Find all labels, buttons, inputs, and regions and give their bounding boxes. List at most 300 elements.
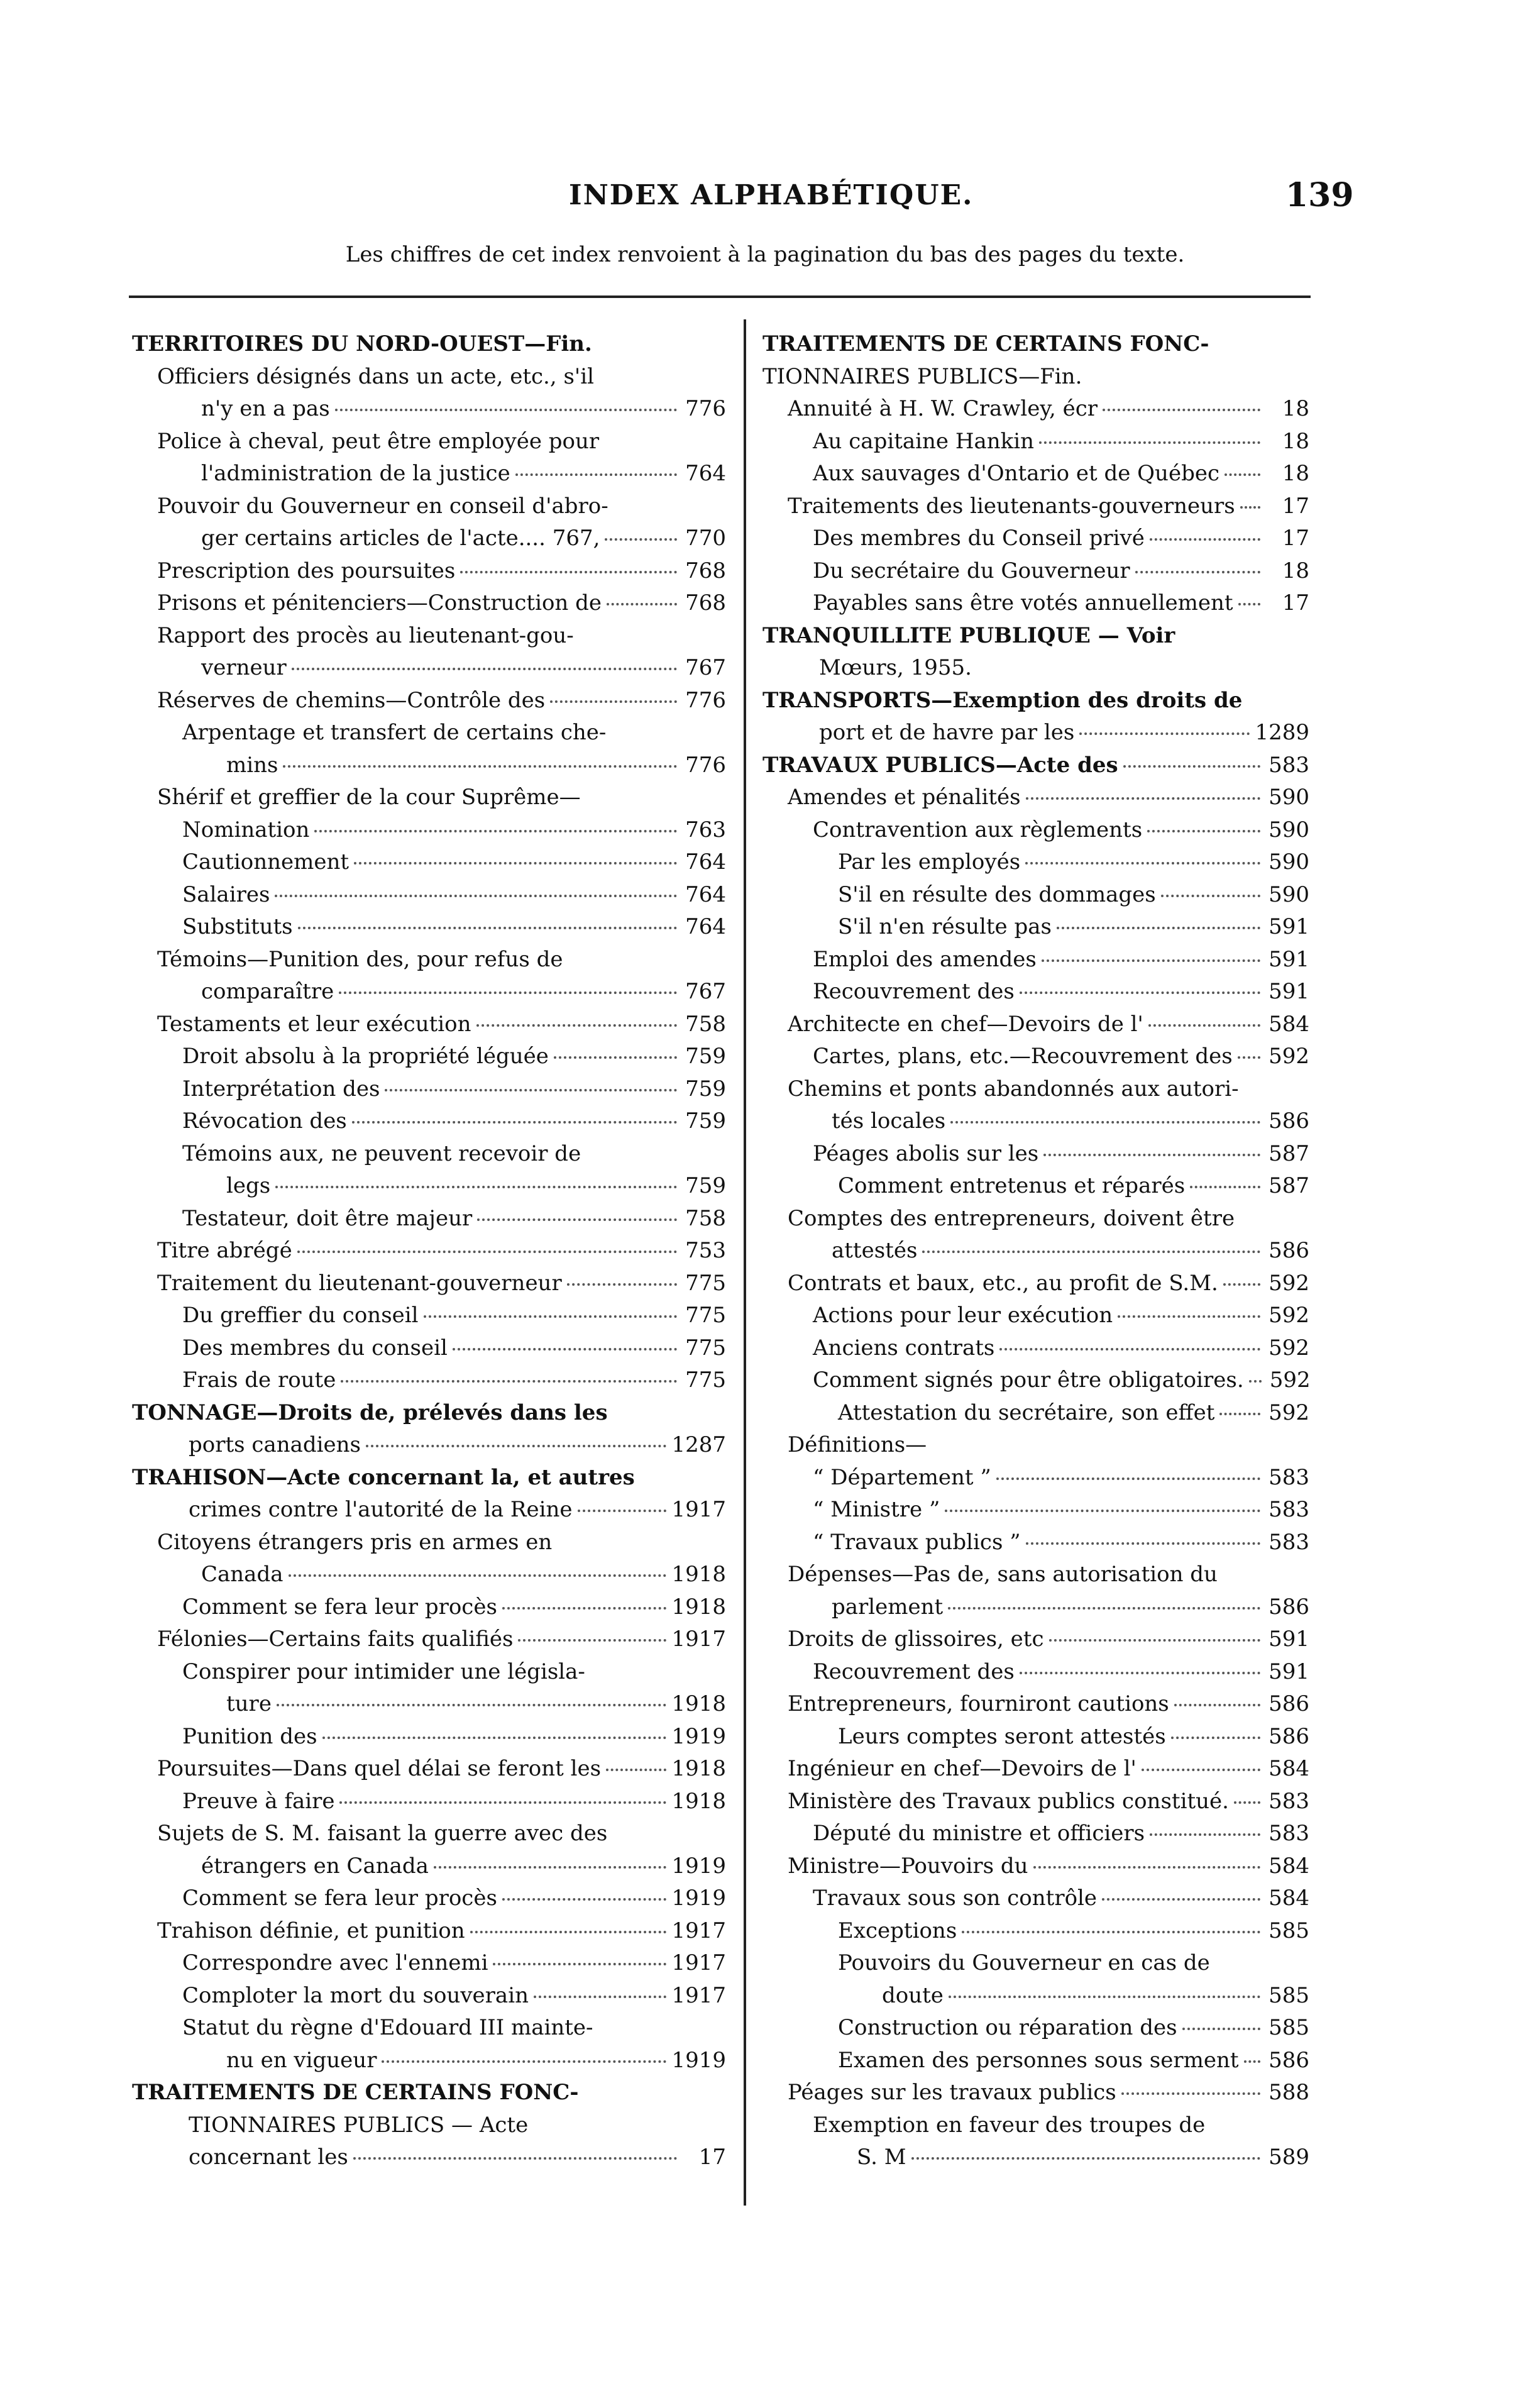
index-text: Police à cheval, peut être employée pour: [157, 428, 600, 454]
page-reference: 18: [1282, 558, 1309, 583]
index-line: [132, 1818, 726, 1850]
dot-leader: [1142, 1769, 1260, 1771]
index-line: [762, 1623, 1309, 1656]
index-line: [132, 652, 726, 685]
dot-leader: [1103, 409, 1260, 411]
index-text: Témoins aux, ne peuvent recevoir de: [182, 1140, 581, 1166]
index-line: [132, 393, 726, 426]
index-line: [762, 781, 1309, 814]
index-line: [132, 1203, 726, 1235]
index-text: Statut du règne d'Edouard III mainte-: [182, 2015, 593, 2040]
page-reference: 586: [1269, 1723, 1309, 1749]
index-line: [762, 393, 1309, 426]
dot-leader: [1240, 506, 1260, 509]
dot-leader: [341, 1380, 677, 1383]
index-text: Mœurs, 1955.: [819, 655, 972, 680]
index-text: Rapport des procès au lieutenant-gou-: [157, 622, 574, 648]
index-line: [132, 1008, 726, 1041]
index-line: [132, 490, 726, 523]
index-line: [132, 976, 726, 1008]
index-text: Comment se fera leur procès: [182, 1886, 497, 1911]
index-text: Canada: [201, 1562, 283, 1587]
dot-leader: [1171, 1737, 1260, 1739]
index-line: [762, 2109, 1309, 2142]
index-entry: [762, 1364, 1309, 1397]
page-reference: 18: [1282, 396, 1309, 421]
index-line: [762, 458, 1309, 490]
index-text: TIONNAIRES PUBLICS—Fin.: [762, 363, 1082, 389]
page-reference: 768: [685, 558, 726, 583]
index-text: Recouvrement des: [813, 1659, 1015, 1684]
dot-leader: [1123, 765, 1260, 768]
index-line: [132, 944, 726, 976]
page-reference: 586: [1269, 2047, 1309, 2073]
page-reference: 583: [1269, 752, 1309, 778]
dot-leader: [322, 1737, 667, 1739]
page-reference: 591: [1269, 1659, 1309, 1684]
index-entry: [762, 1915, 1309, 1948]
index-entry: [762, 1138, 1309, 1171]
index-entry: [132, 1397, 726, 1462]
index-line: [132, 2045, 726, 2077]
index-line: [762, 1429, 1309, 1462]
page-reference: 1917: [671, 1918, 726, 1943]
index-entry: [762, 620, 1309, 685]
index-text: Shérif et greffier de la cour Suprême—: [157, 785, 581, 810]
index-text: Ingénieur en chef—Devoirs de l': [788, 1756, 1136, 1781]
dot-leader: [476, 1024, 677, 1027]
page-reference: 583: [1269, 1529, 1309, 1555]
index-text: Député du ministre et officiers: [813, 1821, 1145, 1846]
index-line: [762, 1138, 1309, 1171]
index-text: “ Ministre ”: [813, 1497, 940, 1522]
index-line: [762, 749, 1309, 782]
dot-leader: [382, 2060, 666, 2063]
index-text: Du greffier du conseil: [182, 1303, 419, 1328]
index-text: Comment se fera leur procès: [182, 1594, 497, 1620]
index-entry: [762, 1786, 1309, 1818]
index-line: [762, 814, 1309, 847]
dot-leader: [578, 1510, 667, 1512]
index-line: [132, 361, 726, 394]
index-text: parlement: [832, 1594, 944, 1620]
index-line: [132, 1041, 726, 1073]
index-entry: [762, 1850, 1309, 1883]
index-line: [132, 555, 726, 588]
dot-leader: [283, 765, 677, 768]
index-text: S. M: [857, 2145, 906, 2170]
dot-leader: [1238, 1056, 1260, 1059]
dot-leader: [1225, 473, 1260, 476]
page-reference: 775: [685, 1270, 726, 1296]
index-text: Actions pour leur exécution: [813, 1303, 1113, 1328]
dot-leader: [1161, 895, 1260, 897]
dot-leader: [1244, 2060, 1260, 2063]
page-reference: 17: [1282, 590, 1309, 616]
index-entry: [132, 717, 726, 781]
index-text: Comptes des entrepreneurs, doivent être: [788, 1205, 1235, 1231]
page-title: INDEX ALPHABÉTIQUE.: [569, 179, 974, 211]
index-entry: [132, 1300, 726, 1332]
index-entry: [132, 1591, 726, 1624]
index-line: [762, 911, 1309, 944]
dot-leader: [607, 603, 677, 605]
index-entry: [762, 814, 1309, 847]
page-reference: 764: [685, 849, 726, 875]
index-text: ports canadiens: [189, 1432, 361, 1457]
index-text: TONNAGE—Droits de, prélevés dans les: [132, 1400, 608, 1425]
dot-leader: [1182, 2028, 1260, 2030]
index-text: Péages abolis sur les: [813, 1140, 1039, 1166]
index-line: [132, 2012, 726, 2045]
index-line: [762, 1332, 1309, 1365]
index-line: [762, 1397, 1309, 1430]
dot-leader: [1042, 959, 1260, 962]
index-text: TERRITOIRES DU NORD-OUEST—Fin.: [132, 331, 592, 356]
dot-leader: [385, 1089, 677, 1091]
index-entry: [762, 1462, 1309, 1494]
index-text: Conspirer pour intimider une législa-: [182, 1659, 585, 1684]
index-line: [132, 685, 726, 717]
page-reference: 759: [685, 1173, 726, 1198]
index-text: Punition des: [182, 1723, 317, 1749]
index-text: Testateur, doit être majeur: [182, 1205, 473, 1231]
index-entry: [132, 1235, 726, 1268]
index-entry: [762, 1203, 1309, 1268]
index-line: [132, 458, 726, 490]
page-reference: 776: [685, 396, 726, 421]
index-line: [762, 1041, 1309, 1073]
page-reference: 17: [698, 2145, 726, 2170]
index-entry: [762, 1008, 1309, 1041]
dot-leader: [1148, 1024, 1260, 1027]
index-line: [762, 879, 1309, 912]
dot-leader: [515, 473, 677, 476]
index-text: Exceptions: [838, 1918, 957, 1943]
index-line: [762, 1527, 1309, 1559]
index-text: Réserves de chemins—Contrôle des: [157, 687, 546, 713]
index-text: Citoyens étrangers pris en armes en: [157, 1529, 553, 1555]
dot-leader: [1079, 732, 1250, 735]
index-text: Sujets de S. M. faisant la guerre avec des: [157, 1821, 608, 1846]
index-entry: [132, 1656, 726, 1721]
dot-leader: [424, 1315, 677, 1318]
index-line: [132, 781, 726, 814]
page-reference: 770: [685, 526, 726, 551]
page-reference: 585: [1269, 1918, 1309, 1943]
index-line: [132, 749, 726, 782]
dot-leader: [298, 927, 677, 929]
index-text: Pouvoir du Gouverneur en conseil d'abro-: [157, 493, 608, 519]
index-text: Félonies—Certains faits qualifiés: [157, 1627, 514, 1652]
index-line: [132, 1429, 726, 1462]
dot-leader: [1033, 1866, 1260, 1869]
index-text: Travaux sous son contrôle: [813, 1886, 1098, 1911]
dot-leader: [999, 1348, 1260, 1350]
dot-leader: [567, 1283, 677, 1286]
index-line: [132, 911, 726, 944]
index-text: Comment entretenus et réparés: [838, 1173, 1186, 1198]
index-entry: [762, 1623, 1309, 1656]
index-entry: [132, 1527, 726, 1591]
index-text: n'y en a pas: [201, 396, 330, 421]
dot-leader: [554, 1056, 677, 1059]
index-text: Des membres du conseil: [182, 1335, 448, 1361]
index-text: Poursuites—Dans quel délai se feront les: [157, 1756, 602, 1781]
index-entry: [762, 1494, 1309, 1527]
index-text: Du secrétaire du Gouverneur: [813, 558, 1130, 583]
index-line: [132, 1753, 726, 1786]
page-reference: 1917: [671, 1982, 726, 2008]
index-line: [762, 2045, 1309, 2077]
page-reference: 592: [1269, 1303, 1309, 1328]
page-reference: 583: [1269, 1788, 1309, 1814]
index-entry: [132, 587, 726, 620]
dot-leader: [962, 1931, 1260, 1933]
index-entry: [762, 781, 1309, 814]
index-text: port et de havre par les: [819, 720, 1075, 745]
index-entry: [132, 1332, 726, 1365]
index-line: [762, 2141, 1309, 2174]
index-text: Cartes, plans, etc.—Recouvrement des: [813, 1044, 1233, 1069]
index-entry: [762, 846, 1309, 879]
index-entry: [762, 490, 1309, 523]
index-line: [762, 587, 1309, 620]
index-text: Frais de route: [182, 1367, 336, 1393]
dot-leader: [352, 1121, 677, 1124]
index-line: [762, 1364, 1309, 1397]
page-reference: 586: [1269, 1594, 1309, 1620]
index-text: Emploi des amendes: [813, 946, 1037, 972]
page-reference: 583: [1269, 1821, 1309, 1846]
index-text: Contrats et baux, etc., au profit de S.M.: [788, 1270, 1218, 1296]
page-reference: 1917: [671, 1497, 726, 1522]
dot-leader: [1118, 1315, 1260, 1318]
index-entry: [762, 1332, 1309, 1365]
page-reference: 758: [685, 1011, 726, 1037]
index-entry: [132, 944, 726, 1008]
dot-leader: [949, 1996, 1260, 1998]
index-text: Officiers désignés dans un acte, etc., s'il: [157, 363, 594, 389]
dot-leader: [453, 1348, 677, 1350]
index-entry: [762, 555, 1309, 588]
index-entry: [762, 1527, 1309, 1559]
index-line: [132, 1364, 726, 1397]
index-entry: [762, 2109, 1309, 2174]
dot-leader: [945, 1510, 1260, 1512]
index-text: Payables sans être votés annuellement: [813, 590, 1233, 616]
index-entry: [132, 1721, 726, 1754]
index-line: [762, 1688, 1309, 1721]
index-line: [762, 846, 1309, 879]
index-entry: [132, 1105, 726, 1138]
index-entry: [132, 1947, 726, 1980]
index-entry: [762, 2077, 1309, 2109]
index-text: Construction ou réparation des: [838, 2015, 1177, 2040]
page-reference: 1917: [671, 1950, 726, 1975]
dot-leader: [1147, 830, 1260, 832]
index-entry: [132, 328, 726, 361]
index-text: Comment signés pour être obligatoires.: [813, 1367, 1244, 1393]
index-line: [132, 522, 726, 555]
index-entry: [132, 2077, 726, 2174]
index-line: [132, 1300, 726, 1332]
index-line: [762, 1203, 1309, 1235]
index-entry: [762, 522, 1309, 555]
index-entry: [762, 1170, 1309, 1203]
index-text: Exemption en faveur des troupes de: [813, 2112, 1206, 2138]
page-reference: 1918: [671, 1562, 726, 1587]
page-reference: 586: [1269, 1108, 1309, 1134]
index-text: legs: [226, 1173, 271, 1198]
index-line: [132, 1170, 726, 1203]
page-reference: 590: [1269, 785, 1309, 810]
index-entry: [132, 555, 726, 588]
index-text: doute: [882, 1982, 944, 2008]
index-text: Substituts: [182, 914, 293, 939]
index-entry: [132, 1364, 726, 1397]
page-reference: 768: [685, 590, 726, 616]
index-text: Entrepreneurs, fourniront cautions: [788, 1691, 1169, 1716]
index-entry: [132, 426, 726, 490]
index-text: Des membres du Conseil privé: [813, 526, 1145, 551]
dot-leader: [1174, 1704, 1260, 1706]
index-entry: [132, 685, 726, 717]
index-text: Preuve à faire: [182, 1788, 335, 1814]
index-text: Péages sur les travaux publics: [788, 2080, 1116, 2105]
dot-leader: [275, 895, 677, 897]
page-reference: 587: [1269, 1140, 1309, 1166]
right-column: [762, 328, 1309, 2174]
page-reference: 1919: [671, 1853, 726, 1879]
dot-leader: [275, 1186, 677, 1188]
index-line: [762, 1721, 1309, 1754]
page-reference: 588: [1269, 2080, 1309, 2105]
dot-leader: [502, 1898, 667, 1901]
index-line: [762, 1268, 1309, 1300]
dot-leader: [1025, 862, 1260, 864]
dot-leader: [1150, 538, 1260, 541]
dot-leader: [1026, 797, 1260, 800]
index-text: attestés: [832, 1238, 918, 1263]
page-reference: 753: [685, 1238, 726, 1263]
dot-leader: [460, 571, 677, 573]
index-entry: [762, 1429, 1309, 1462]
index-line: [132, 1559, 726, 1591]
index-entry: [762, 2045, 1309, 2077]
page-reference: 587: [1269, 1173, 1309, 1198]
page-reference: 590: [1269, 881, 1309, 907]
index-line: [132, 1138, 726, 1171]
index-text: Témoins—Punition des, pour refus de: [157, 946, 563, 972]
dot-leader: [1020, 991, 1260, 994]
index-line: [762, 1786, 1309, 1818]
index-text: Correspondre avec l'ennemi: [182, 1950, 488, 1975]
page-reference: 18: [1282, 428, 1309, 454]
dot-leader: [339, 991, 677, 994]
index-line: [132, 1882, 726, 1915]
page-reference: 776: [685, 752, 726, 778]
index-line: [762, 1818, 1309, 1850]
index-line: [132, 2077, 726, 2109]
dot-leader: [354, 862, 677, 864]
index-entry: [132, 1786, 726, 1818]
index-line: [762, 652, 1309, 685]
index-entry: [132, 846, 726, 879]
index-text: Testaments et leur exécution: [157, 1011, 471, 1037]
index-line: [132, 1915, 726, 1948]
index-text: Interprétation des: [182, 1076, 380, 1102]
index-line: [132, 1591, 726, 1624]
index-entry: [132, 1980, 726, 2013]
index-text: Recouvrement des: [813, 979, 1015, 1004]
dot-leader: [1102, 1898, 1260, 1901]
dot-leader: [1249, 1380, 1262, 1383]
index-text: Droit absolu à la propriété léguée: [182, 1044, 549, 1069]
index-text: Au capitaine Hankin: [813, 428, 1035, 454]
page-reference: 764: [685, 914, 726, 939]
index-entry: [762, 1721, 1309, 1754]
page-reference: 1917: [671, 1627, 726, 1652]
index-line: [132, 1688, 726, 1721]
index-line: [762, 1073, 1309, 1106]
index-line: [132, 1656, 726, 1689]
index-entry: [762, 976, 1309, 1008]
index-line: [762, 620, 1309, 653]
index-text: TRAHISON—Acte concernant la, et autres: [132, 1464, 635, 1490]
index-text: Attestation du secrétaire, son effet: [838, 1400, 1215, 1425]
index-text: Prescription des poursuites: [157, 558, 456, 583]
index-text: Architecte en chef—Devoirs de l': [788, 1011, 1143, 1037]
index-text: TRANQUILLITE PUBLIQUE — Voir: [762, 622, 1175, 648]
index-line: [132, 879, 726, 912]
index-line: [762, 1462, 1309, 1494]
dot-leader: [1135, 571, 1260, 573]
page-reference: 591: [1269, 979, 1309, 1004]
index-line: [132, 1105, 726, 1138]
index-text: Pouvoirs du Gouverneur en cas de: [838, 1950, 1210, 1975]
index-entry: [762, 1559, 1309, 1623]
index-text: Titre abrégé: [157, 1238, 292, 1263]
index-line: [762, 1882, 1309, 1915]
index-line: [132, 1494, 726, 1527]
index-entry: [762, 1041, 1309, 1073]
index-line: [762, 1105, 1309, 1138]
index-text: Révocation des: [182, 1108, 347, 1134]
header-rule: [129, 295, 1311, 298]
index-line: [132, 1462, 726, 1494]
index-entry: [132, 1623, 726, 1656]
index-text: nu en vigueur: [226, 2047, 377, 2073]
index-text: “ Département ”: [813, 1464, 991, 1490]
page-number: 139: [1285, 176, 1354, 214]
index-entry: [132, 2012, 726, 2077]
dot-leader: [470, 1931, 667, 1933]
page-reference: 583: [1269, 1464, 1309, 1490]
index-text: comparaître: [201, 979, 334, 1004]
page-reference: 775: [685, 1367, 726, 1393]
index-text: Contravention aux règlements: [813, 817, 1143, 842]
index-line: [132, 328, 726, 361]
dot-leader: [950, 1121, 1260, 1124]
index-entry: [762, 328, 1309, 393]
index-text: Droits de glissoires, etc: [788, 1627, 1044, 1652]
page-reference: 592: [1269, 1044, 1309, 1069]
index-line: [762, 976, 1309, 1008]
dot-leader: [1026, 1542, 1260, 1545]
index-text: Leurs comptes seront attestés: [838, 1723, 1166, 1749]
index-entry: [762, 749, 1309, 782]
